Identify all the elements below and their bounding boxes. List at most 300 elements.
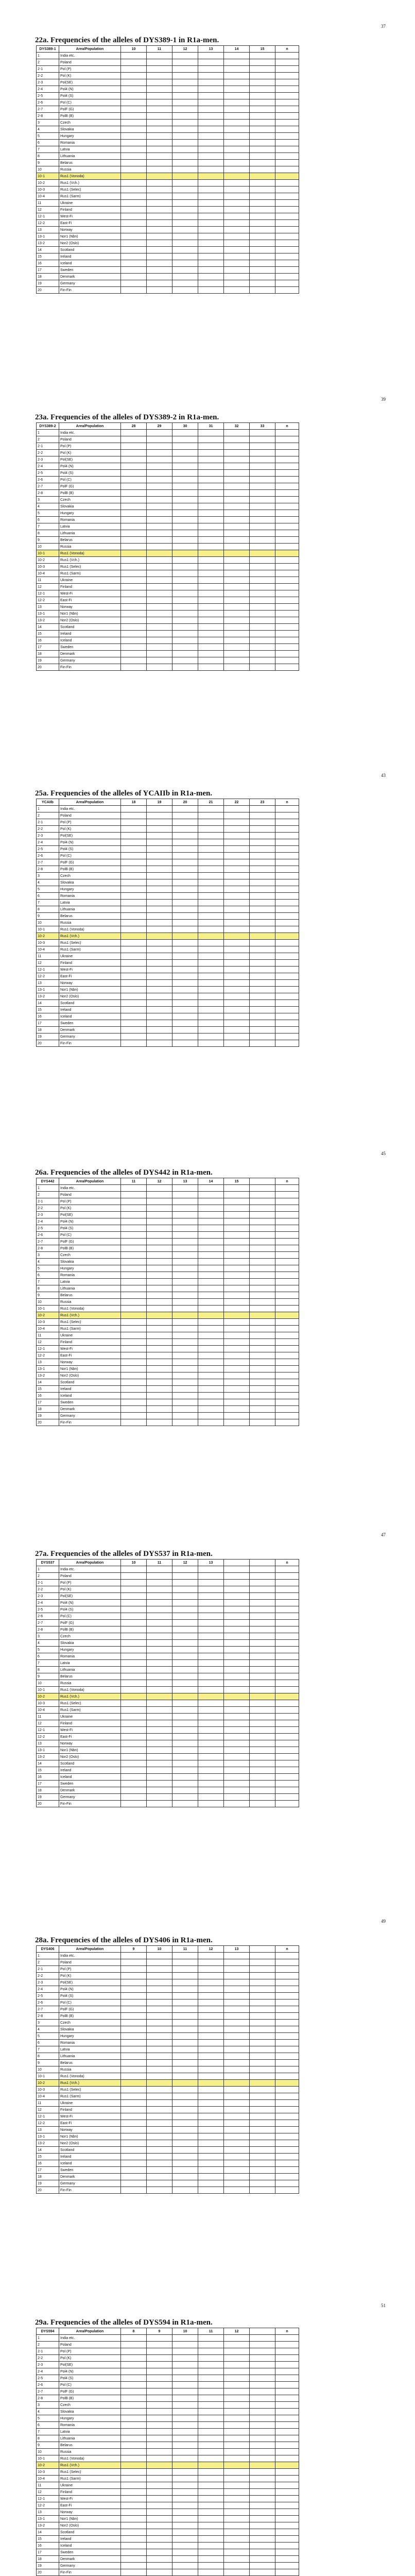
- table-cell: [147, 2402, 172, 2409]
- table-cell: Finland: [59, 1720, 121, 1727]
- table-cell: [147, 1285, 172, 1292]
- table-cell: [198, 590, 224, 597]
- table-cell: 13: [37, 980, 59, 987]
- table-cell: [172, 2368, 198, 2375]
- table-cell: [224, 530, 250, 537]
- table-cell: [275, 2167, 299, 2174]
- table-cell: [275, 1225, 299, 1232]
- table-cell: [224, 993, 250, 1000]
- table-cell: [275, 1993, 299, 1999]
- table-cell: [275, 624, 299, 631]
- table-cell: 2-6: [37, 1999, 59, 2006]
- table-row: [37, 846, 299, 853]
- table-row: [37, 617, 299, 624]
- table-row: [37, 1218, 299, 1225]
- table-cell: Finland: [59, 207, 121, 213]
- table-cell: [224, 1306, 250, 1312]
- table-row: [37, 967, 299, 973]
- table-cell: [147, 597, 172, 604]
- table-cell: [250, 1734, 275, 1740]
- table-cell: [198, 1265, 224, 1272]
- table-cell: [172, 980, 198, 987]
- table-cell: [250, 99, 275, 106]
- table-cell: [147, 443, 172, 450]
- table-cell: [147, 973, 172, 980]
- table-cell: [250, 657, 275, 664]
- table-row: [37, 1013, 299, 1020]
- table-cell: [172, 1339, 198, 1346]
- column-header: Area/Population: [59, 1178, 121, 1185]
- table-cell: [147, 1232, 172, 1239]
- table-cell: [172, 1279, 198, 1285]
- table-cell: [172, 1633, 198, 1640]
- table-cell: [147, 53, 172, 59]
- table-cell: [224, 1774, 250, 1781]
- table-cell: [275, 2140, 299, 2147]
- table-row: [37, 2362, 299, 2368]
- table-cell: [172, 1593, 198, 1600]
- table-cell: [275, 839, 299, 846]
- table-row: [37, 873, 299, 879]
- table-cell: Belarus: [59, 537, 121, 544]
- table-cell: [224, 213, 250, 220]
- table-cell: Ukraine: [59, 2100, 121, 2107]
- table-cell: [224, 1993, 250, 1999]
- table-cell: [172, 456, 198, 463]
- table-cell: [147, 1687, 172, 1693]
- table-cell: [250, 126, 275, 133]
- table-cell: [250, 2362, 275, 2368]
- table-row: [37, 2073, 299, 2080]
- table-row: [37, 1993, 299, 1999]
- table-cell: [275, 113, 299, 120]
- table-cell: [224, 233, 250, 240]
- column-header: 11: [147, 1560, 172, 1566]
- table-cell: 7: [37, 2046, 59, 2053]
- table-cell: 15: [37, 1386, 59, 1393]
- table-cell: Iceland: [59, 1393, 121, 1399]
- table-cell: [147, 1787, 172, 1794]
- table-row: [37, 577, 299, 584]
- table-cell: [275, 2549, 299, 2556]
- table-cell: [275, 503, 299, 510]
- table-cell: [250, 470, 275, 477]
- table-cell: [275, 637, 299, 644]
- table-cell: [275, 873, 299, 879]
- table-cell: [198, 2133, 224, 2140]
- table-row: [37, 806, 299, 812]
- table-cell: [121, 2429, 147, 2435]
- table-cell: Russia: [59, 1680, 121, 1687]
- table-cell: [121, 106, 147, 113]
- table-cell: [250, 2167, 275, 2174]
- table-cell: [172, 1372, 198, 1379]
- table-cell: [147, 1339, 172, 1346]
- table-cell: [224, 2180, 250, 2187]
- table-cell: 2-5: [37, 93, 59, 99]
- table-cell: [250, 2462, 275, 2469]
- table-cell: [224, 450, 250, 456]
- table-cell: Rus1 (Sarm): [59, 193, 121, 200]
- table-cell: [250, 79, 275, 86]
- table-cell: [275, 664, 299, 671]
- table-row: [37, 120, 299, 126]
- table-cell: [250, 2127, 275, 2133]
- table-cell: [121, 1366, 147, 1372]
- table-cell: [250, 920, 275, 926]
- table-cell: [224, 2509, 250, 2516]
- table-cell: [121, 1700, 147, 1707]
- table-cell: [275, 906, 299, 913]
- table-cell: [250, 1406, 275, 1413]
- table-row: [37, 1774, 299, 1781]
- table-cell: [275, 1979, 299, 1986]
- table-cell: [198, 1667, 224, 1673]
- table-cell: [275, 2362, 299, 2368]
- table-cell: Ukraine: [59, 953, 121, 960]
- table-cell: [198, 2046, 224, 2053]
- table-cell: [147, 866, 172, 873]
- table-cell: 4: [37, 503, 59, 510]
- table-cell: [224, 1687, 250, 1693]
- table-cell: [275, 651, 299, 657]
- table-cell: [147, 1212, 172, 1218]
- table-cell: [147, 2449, 172, 2455]
- table-cell: [121, 2066, 147, 2073]
- table-cell: [172, 1966, 198, 1973]
- table-cell: [121, 2382, 147, 2388]
- table-cell: [172, 544, 198, 550]
- table-cell: [275, 853, 299, 859]
- table-cell: [275, 463, 299, 470]
- table-row: [37, 2429, 299, 2435]
- table-cell: [275, 893, 299, 900]
- table-cell: [250, 59, 275, 66]
- table-cell: [198, 853, 224, 859]
- table-cell: [224, 879, 250, 886]
- table-cell: [250, 2522, 275, 2529]
- table-cell: [198, 946, 224, 953]
- table-cell: [172, 987, 198, 993]
- table-cell: Lithuania: [59, 1285, 121, 1292]
- table-cell: [121, 1218, 147, 1225]
- table-cell: [121, 2422, 147, 2429]
- table-row: [37, 1687, 299, 1693]
- table-cell: [275, 2482, 299, 2489]
- table-cell: [275, 1306, 299, 1312]
- table-cell: [121, 651, 147, 657]
- table-cell: [172, 260, 198, 267]
- column-header: [224, 1560, 250, 1566]
- table-cell: [224, 940, 250, 946]
- table-cell: 19: [37, 657, 59, 664]
- table-cell: [147, 651, 172, 657]
- table-title: 29a. Frequencies of the alleles of DYS594 in R1a-men.: [35, 2318, 213, 2327]
- table-cell: [198, 247, 224, 253]
- table-cell: [275, 2127, 299, 2133]
- table-cell: [147, 233, 172, 240]
- table-row: [37, 1959, 299, 1966]
- table-cell: [147, 450, 172, 456]
- table-cell: [147, 463, 172, 470]
- table-row: [37, 946, 299, 953]
- table-cell: [250, 436, 275, 443]
- table-cell: [250, 2180, 275, 2187]
- table-cell: Ukraine: [59, 1714, 121, 1720]
- table-cell: [198, 66, 224, 73]
- table-cell: Poland: [59, 1573, 121, 1580]
- table-cell: [198, 1205, 224, 1212]
- table-cell: [275, 146, 299, 153]
- table-row: [37, 1620, 299, 1626]
- table-cell: [121, 2127, 147, 2133]
- table-cell: [147, 2435, 172, 2442]
- table-cell: [275, 940, 299, 946]
- table-cell: Rus1 (Vch.): [59, 2080, 121, 2087]
- table-cell: Nor2 (Oslo): [59, 1754, 121, 1760]
- table-cell: [224, 2549, 250, 2556]
- table-cell: [147, 2053, 172, 2060]
- table-cell: [121, 617, 147, 624]
- table-cell: Romania: [59, 893, 121, 900]
- table-cell: [147, 1606, 172, 1613]
- table-cell: [147, 584, 172, 590]
- table-cell: [198, 1647, 224, 1653]
- table-cell: 2-6: [37, 853, 59, 859]
- table-cell: [198, 517, 224, 523]
- table-cell: [172, 1419, 198, 1426]
- table-row: [37, 913, 299, 920]
- table-cell: [224, 1252, 250, 1259]
- table-cell: [172, 933, 198, 940]
- table-cell: [172, 960, 198, 967]
- table-row: [37, 247, 299, 253]
- table-cell: [147, 253, 172, 260]
- table-cell: 20: [37, 1801, 59, 1807]
- table-cell: Pol (K): [59, 826, 121, 833]
- table-row: [37, 2476, 299, 2482]
- table-cell: [198, 664, 224, 671]
- table-cell: Pol(SE): [59, 1593, 121, 1600]
- table-cell: Romania: [59, 2422, 121, 2429]
- table-cell: [198, 2529, 224, 2536]
- table-cell: [224, 631, 250, 637]
- table-cell: Finland: [59, 1339, 121, 1346]
- table-cell: [121, 1801, 147, 1807]
- table-cell: Poland: [59, 2342, 121, 2348]
- table-cell: [172, 2113, 198, 2120]
- table-cell: [275, 1033, 299, 1040]
- table-cell: Pol4 (N): [59, 1218, 121, 1225]
- table-cell: Scotland: [59, 624, 121, 631]
- table-cell: [147, 2100, 172, 2107]
- table-cell: Rus1 (Selec): [59, 1319, 121, 1326]
- table-header-row: [37, 799, 299, 806]
- table-row: [37, 106, 299, 113]
- table-cell: [121, 2549, 147, 2556]
- table-row: [37, 2435, 299, 2442]
- table-cell: [250, 1720, 275, 1727]
- table-cell: [172, 2476, 198, 2482]
- table-row: [37, 1787, 299, 1794]
- table-cell: [224, 153, 250, 160]
- table-cell: [172, 2046, 198, 2053]
- table-cell: [147, 2167, 172, 2174]
- table-cell: [250, 503, 275, 510]
- table-cell: [250, 2348, 275, 2355]
- table-cell: [147, 537, 172, 544]
- table-row: [37, 2529, 299, 2536]
- table-cell: 2: [37, 1192, 59, 1198]
- table-cell: [121, 1399, 147, 1406]
- table-cell: [198, 1040, 224, 1047]
- table-cell: [121, 450, 147, 456]
- table-cell: [172, 1239, 198, 1245]
- table-cell: [172, 1198, 198, 1205]
- table-cell: 10: [37, 920, 59, 926]
- table-cell: [198, 523, 224, 530]
- table-cell: 12-1: [37, 2496, 59, 2502]
- table-cell: [198, 1312, 224, 1319]
- table-cell: [198, 993, 224, 1000]
- table-cell: [224, 2087, 250, 2093]
- table-cell: [250, 853, 275, 859]
- table-cell: [224, 517, 250, 523]
- table-cell: [198, 537, 224, 544]
- table-cell: [172, 1212, 198, 1218]
- table-cell: [224, 1986, 250, 1993]
- table-cell: [172, 193, 198, 200]
- table-cell: [224, 1352, 250, 1359]
- table-row: [37, 1760, 299, 1767]
- table-row: [37, 1346, 299, 1352]
- table-cell: [275, 1000, 299, 1007]
- table-cell: [224, 2455, 250, 2462]
- table-cell: 12: [37, 2107, 59, 2113]
- column-header: 21: [198, 799, 224, 806]
- table-cell: [224, 2335, 250, 2342]
- table-cell: [250, 584, 275, 590]
- table-cell: [147, 1040, 172, 1047]
- table-cell: [275, 980, 299, 987]
- table-cell: [121, 2006, 147, 2013]
- table-cell: [224, 240, 250, 247]
- table-cell: [275, 2187, 299, 2194]
- table-cell: 7: [37, 1279, 59, 1285]
- table-row: [37, 443, 299, 450]
- table-cell: [147, 833, 172, 839]
- table-cell: [172, 570, 198, 577]
- table-cell: [172, 2127, 198, 2133]
- table-cell: [198, 1707, 224, 1714]
- table-cell: [275, 193, 299, 200]
- table-cell: [147, 1959, 172, 1966]
- table-cell: Iceland: [59, 637, 121, 644]
- table-cell: [172, 2462, 198, 2469]
- table-cell: [147, 906, 172, 913]
- table-cell: [172, 1640, 198, 1647]
- table-cell: [275, 227, 299, 233]
- table-cell: [147, 2536, 172, 2543]
- page-number: 39: [381, 397, 386, 402]
- table-cell: [250, 1626, 275, 1633]
- table-cell: [198, 2167, 224, 2174]
- table-cell: [275, 280, 299, 287]
- table-row: [37, 2006, 299, 2013]
- table-cell: [224, 2100, 250, 2107]
- table-cell: [198, 926, 224, 933]
- table-cell: [147, 1566, 172, 1573]
- table-cell: 2-1: [37, 1198, 59, 1205]
- table-cell: [172, 2449, 198, 2455]
- table-cell: Nor1 (Nbn): [59, 987, 121, 993]
- table-cell: [275, 160, 299, 166]
- highlighted-row: [37, 1693, 299, 1700]
- table-cell: 11: [37, 200, 59, 207]
- table-cell: [198, 2160, 224, 2167]
- table-cell: 10-3: [37, 940, 59, 946]
- table-row: [37, 2422, 299, 2429]
- table-cell: [121, 611, 147, 617]
- table-cell: 4: [37, 2026, 59, 2033]
- table-cell: [224, 1667, 250, 1673]
- table-cell: [172, 1007, 198, 1013]
- table-cell: [250, 287, 275, 294]
- table-cell: [224, 470, 250, 477]
- table-row: [37, 2402, 299, 2409]
- table-cell: [172, 893, 198, 900]
- table-cell: [172, 644, 198, 651]
- table-cell: [121, 66, 147, 73]
- table-cell: [250, 1225, 275, 1232]
- table-cell: [121, 1265, 147, 1272]
- table-cell: [121, 1620, 147, 1626]
- table-cell: Norway: [59, 980, 121, 987]
- table-cell: [147, 940, 172, 946]
- allele-frequency-table: [36, 1178, 299, 1426]
- table-cell: [172, 146, 198, 153]
- table-cell: [198, 1020, 224, 1027]
- table-cell: 9: [37, 2060, 59, 2066]
- table-row: [37, 166, 299, 173]
- table-cell: [250, 483, 275, 490]
- table-cell: [275, 2006, 299, 2013]
- table-cell: [250, 2415, 275, 2422]
- table-cell: [198, 1292, 224, 1299]
- table-cell: [172, 1953, 198, 1959]
- table-row: [37, 1272, 299, 1279]
- table-cell: [121, 1640, 147, 1647]
- table-cell: [198, 1760, 224, 1767]
- table-cell: [250, 523, 275, 530]
- table-cell: 20: [37, 664, 59, 671]
- table-cell: Nor1 (Nbn): [59, 233, 121, 240]
- table-cell: [121, 260, 147, 267]
- table-cell: [198, 120, 224, 126]
- table-cell: [198, 1352, 224, 1359]
- table-cell: [172, 1406, 198, 1413]
- table-cell: [198, 2502, 224, 2509]
- table-row: [37, 853, 299, 859]
- table-cell: Ukraine: [59, 1332, 121, 1339]
- table-cell: [172, 2362, 198, 2368]
- table-cell: [198, 2395, 224, 2402]
- table-row: [37, 1781, 299, 1787]
- table-cell: 6: [37, 1653, 59, 1660]
- table-cell: [250, 1265, 275, 1272]
- table-cell: [198, 839, 224, 846]
- table-cell: [147, 664, 172, 671]
